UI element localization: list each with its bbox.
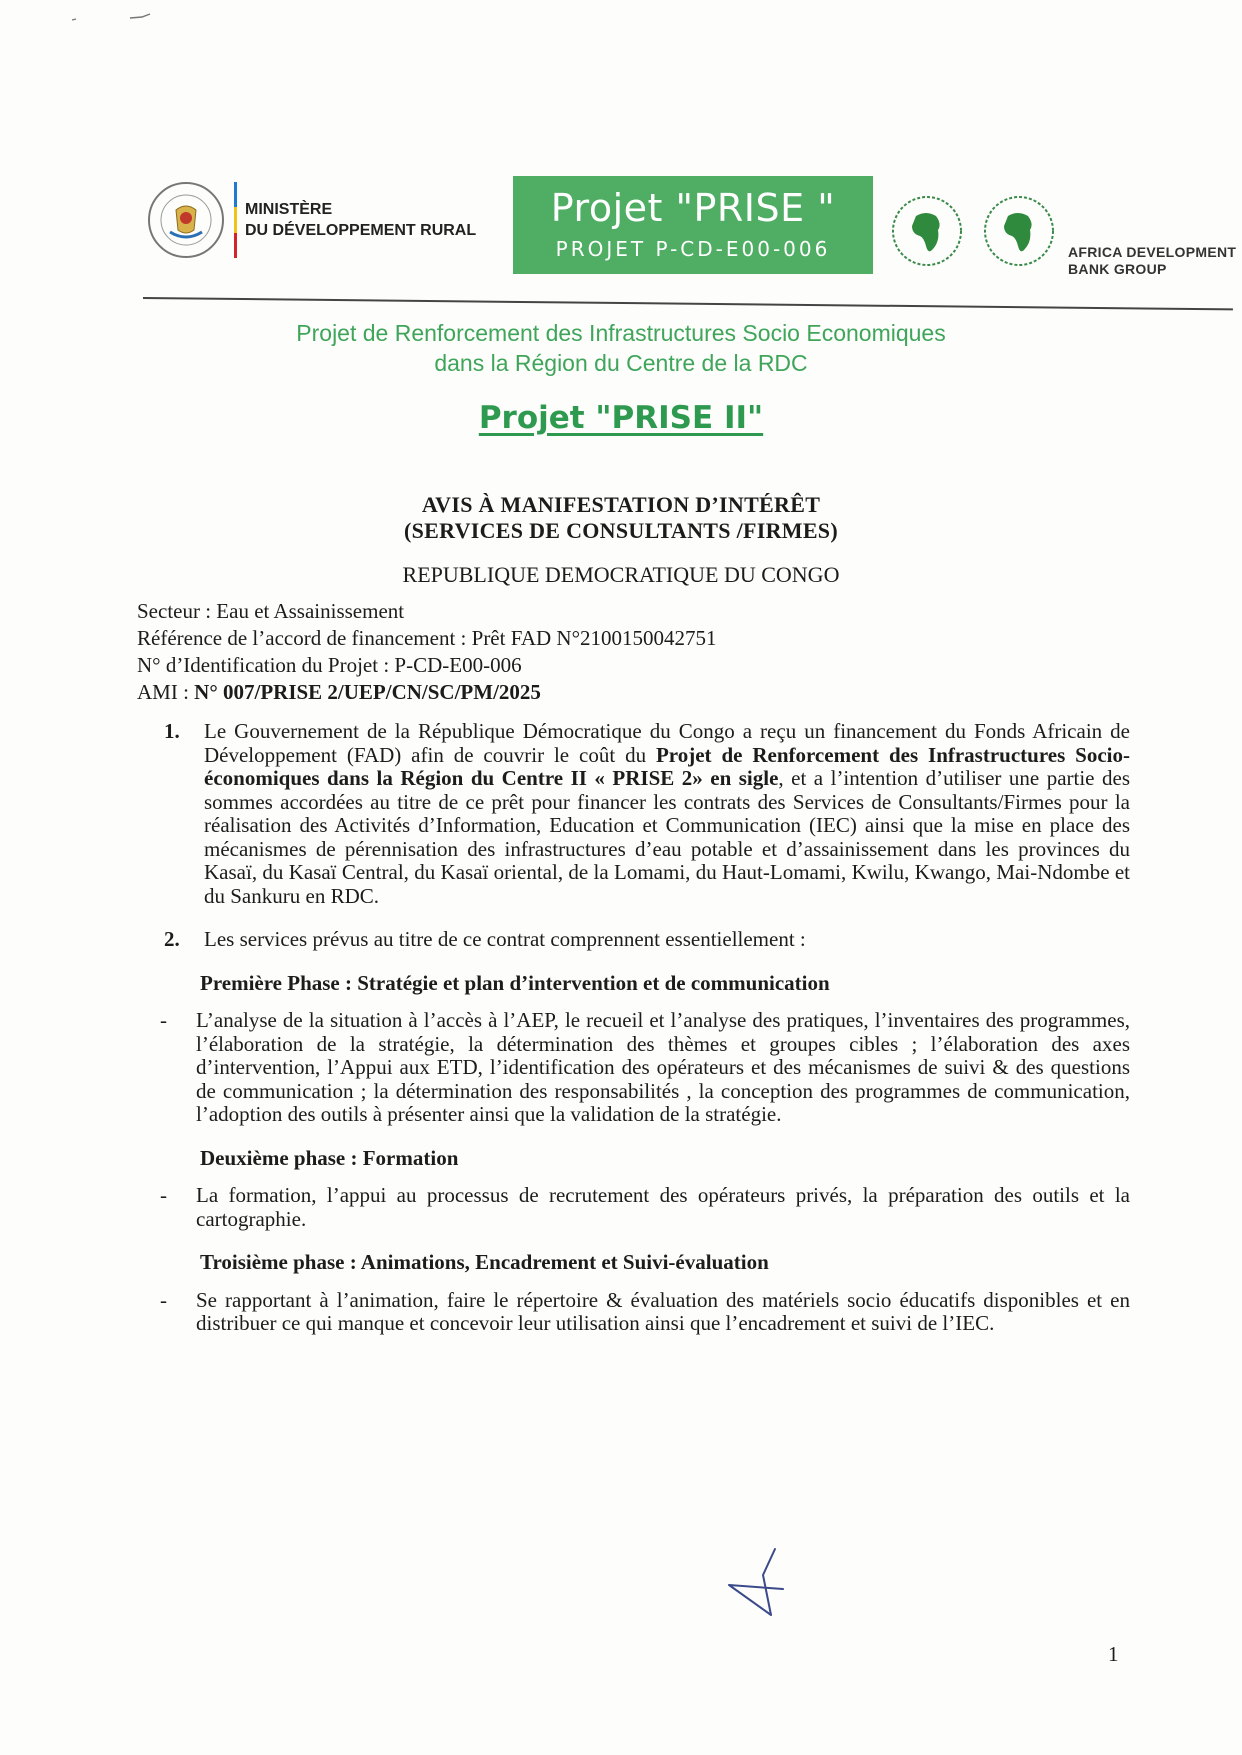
bullet-dash: - — [160, 1287, 167, 1312]
drc-seal-icon — [146, 180, 226, 260]
bullet-dash: - — [160, 1008, 167, 1032]
letterhead — [140, 172, 1240, 292]
phase-1-title: Première Phase : Stratégie et plan d’intervention et de communication — [200, 970, 830, 995]
ministry-line2: DU DÉVELOPPEMENT RURAL — [245, 222, 477, 239]
secteur: Secteur : Eau et Assainissement — [137, 599, 405, 623]
page-number: 1 — [1108, 1642, 1119, 1666]
phase-3-title: Troisième phase : Animations, Encadrement et Suivi-évaluation — [200, 1250, 769, 1274]
paragraph-2 — [140, 928, 1130, 952]
ami-reference — [137, 679, 541, 706]
phase-2-item — [140, 1184, 1130, 1231]
bullet-dash: - — [160, 1183, 167, 1207]
header-divider — [143, 297, 1233, 310]
bank-line1: AFRICA DEVELOPMENT — [1068, 244, 1237, 260]
afdb-seal-icon — [890, 194, 964, 268]
project-full-title-line2: dans la Région du Centre de la RDC — [434, 350, 808, 376]
phase-3-text: Se rapportant à l’animation, faire le répertoire & évaluation des matériels socio éducatifs disponibles et en distribuer ce qui manque et concevoir leur utilisation ainsi que l’encadrement et suivi de l’IEC. — [196, 1287, 1130, 1335]
bank-name — [1068, 244, 1236, 278]
phase-3-item — [140, 1289, 1130, 1336]
paragraph-1-bold: Projet de Renforcement des Infrastructures Socio-économiques dans la Région du Centre II « PRISE 2» en sigle — [204, 742, 1130, 790]
flag-bar — [234, 182, 237, 258]
reference-financement: Référence de l’accord de financement : Prêt FAD N°2100150042751 — [137, 626, 717, 650]
phase-1-item — [140, 1009, 1130, 1127]
project-badge — [513, 176, 873, 274]
paragraph-1 — [140, 720, 1130, 908]
paragraph-2-text: Les services prévus au titre de ce contrat comprennent essentiellement : — [204, 927, 806, 951]
phase-2-title: Deuxième phase : Formation — [200, 1145, 459, 1170]
avis-title: AVIS À MANIFESTATION D’INTÉRÊT — [421, 492, 821, 517]
paragraph-1-text-b: , et a l’intention d’utiliser une partie des sommes accordées au titre de ce prêt pour financer les contrats des Services de Consultants/Firmes pour la réalisation des Activités d’Information, Education et Communication (IEC) ainsi que la mise en place des mécanismes de pérennisation des infrastructures d’eau potable et d’assainissement dans les provinces du Kasaï, du Kasaï Central, du Kasaï oriental, de la Lomami, du Haut-Lomami, Kwilu, Kwango, Mai-Ndombe et du Sankuru en RDC. — [204, 766, 1130, 908]
scan-mark — [70, 12, 160, 26]
ministry-name — [245, 199, 476, 241]
bank-line2: BANK GROUP — [1068, 261, 1167, 277]
ami-label: AMI : — [137, 680, 195, 704]
project-badge-code: PROJET P-CD-E00-006 — [555, 237, 831, 261]
avis-subtitle: (SERVICES DE CONSULTANTS /FIRMES) — [404, 518, 838, 543]
ministry-line1: MINISTÈRE — [245, 201, 333, 218]
paragraph-number: 2. — [164, 927, 180, 951]
paragraph-1-text-a: Le Gouvernement de la République Démocratique du Congo a reçu un financement du Fonds Africain de Développement (FAD) afin de couvrir le coût du — [204, 719, 1130, 767]
ami-value: N° 007/PRISE 2/UEP/CN/SC/PM/2025 — [194, 680, 541, 704]
project-identification: N° d’Identification du Projet : P-CD-E00-006 — [137, 653, 522, 677]
project-full-title-line1: Projet de Renforcement des Infrastructures Socio Economiques — [296, 320, 946, 346]
project-badge-title: Projet "PRISE " — [550, 186, 836, 230]
country-name: REPUBLIQUE DEMOCRATIQUE DU CONGO — [402, 562, 840, 587]
paragraph-number: 1. — [164, 719, 180, 743]
document-body — [140, 720, 1130, 1336]
project-prise-title: Projet "PRISE II" — [478, 400, 764, 436]
phase-2-text: La formation, l’appui au processus de recrutement des opérateurs privés, la préparation des outils et la cartographie. — [196, 1183, 1130, 1231]
signature-initials — [725, 1545, 795, 1625]
afdb-seal-icon-2 — [982, 194, 1056, 268]
phase-1-text: L’analyse de la situation à l’accès à l’AEP, le recueil et l’analyse des pratiques, l’inventaires des programmes, l’élaboration de la stratégie, la détermination des thèmes et groupes cibles ; l’élaboration des axes d’intervention, l’Appui aux ETD, l’identification des opérateurs et des mécanismes de suivi & des questions de communication ; la détermination des responsabilités , la conception des programmes de communication, l’adoption des outils à présenter ainsi que la validation de la stratégie. — [196, 1008, 1130, 1126]
